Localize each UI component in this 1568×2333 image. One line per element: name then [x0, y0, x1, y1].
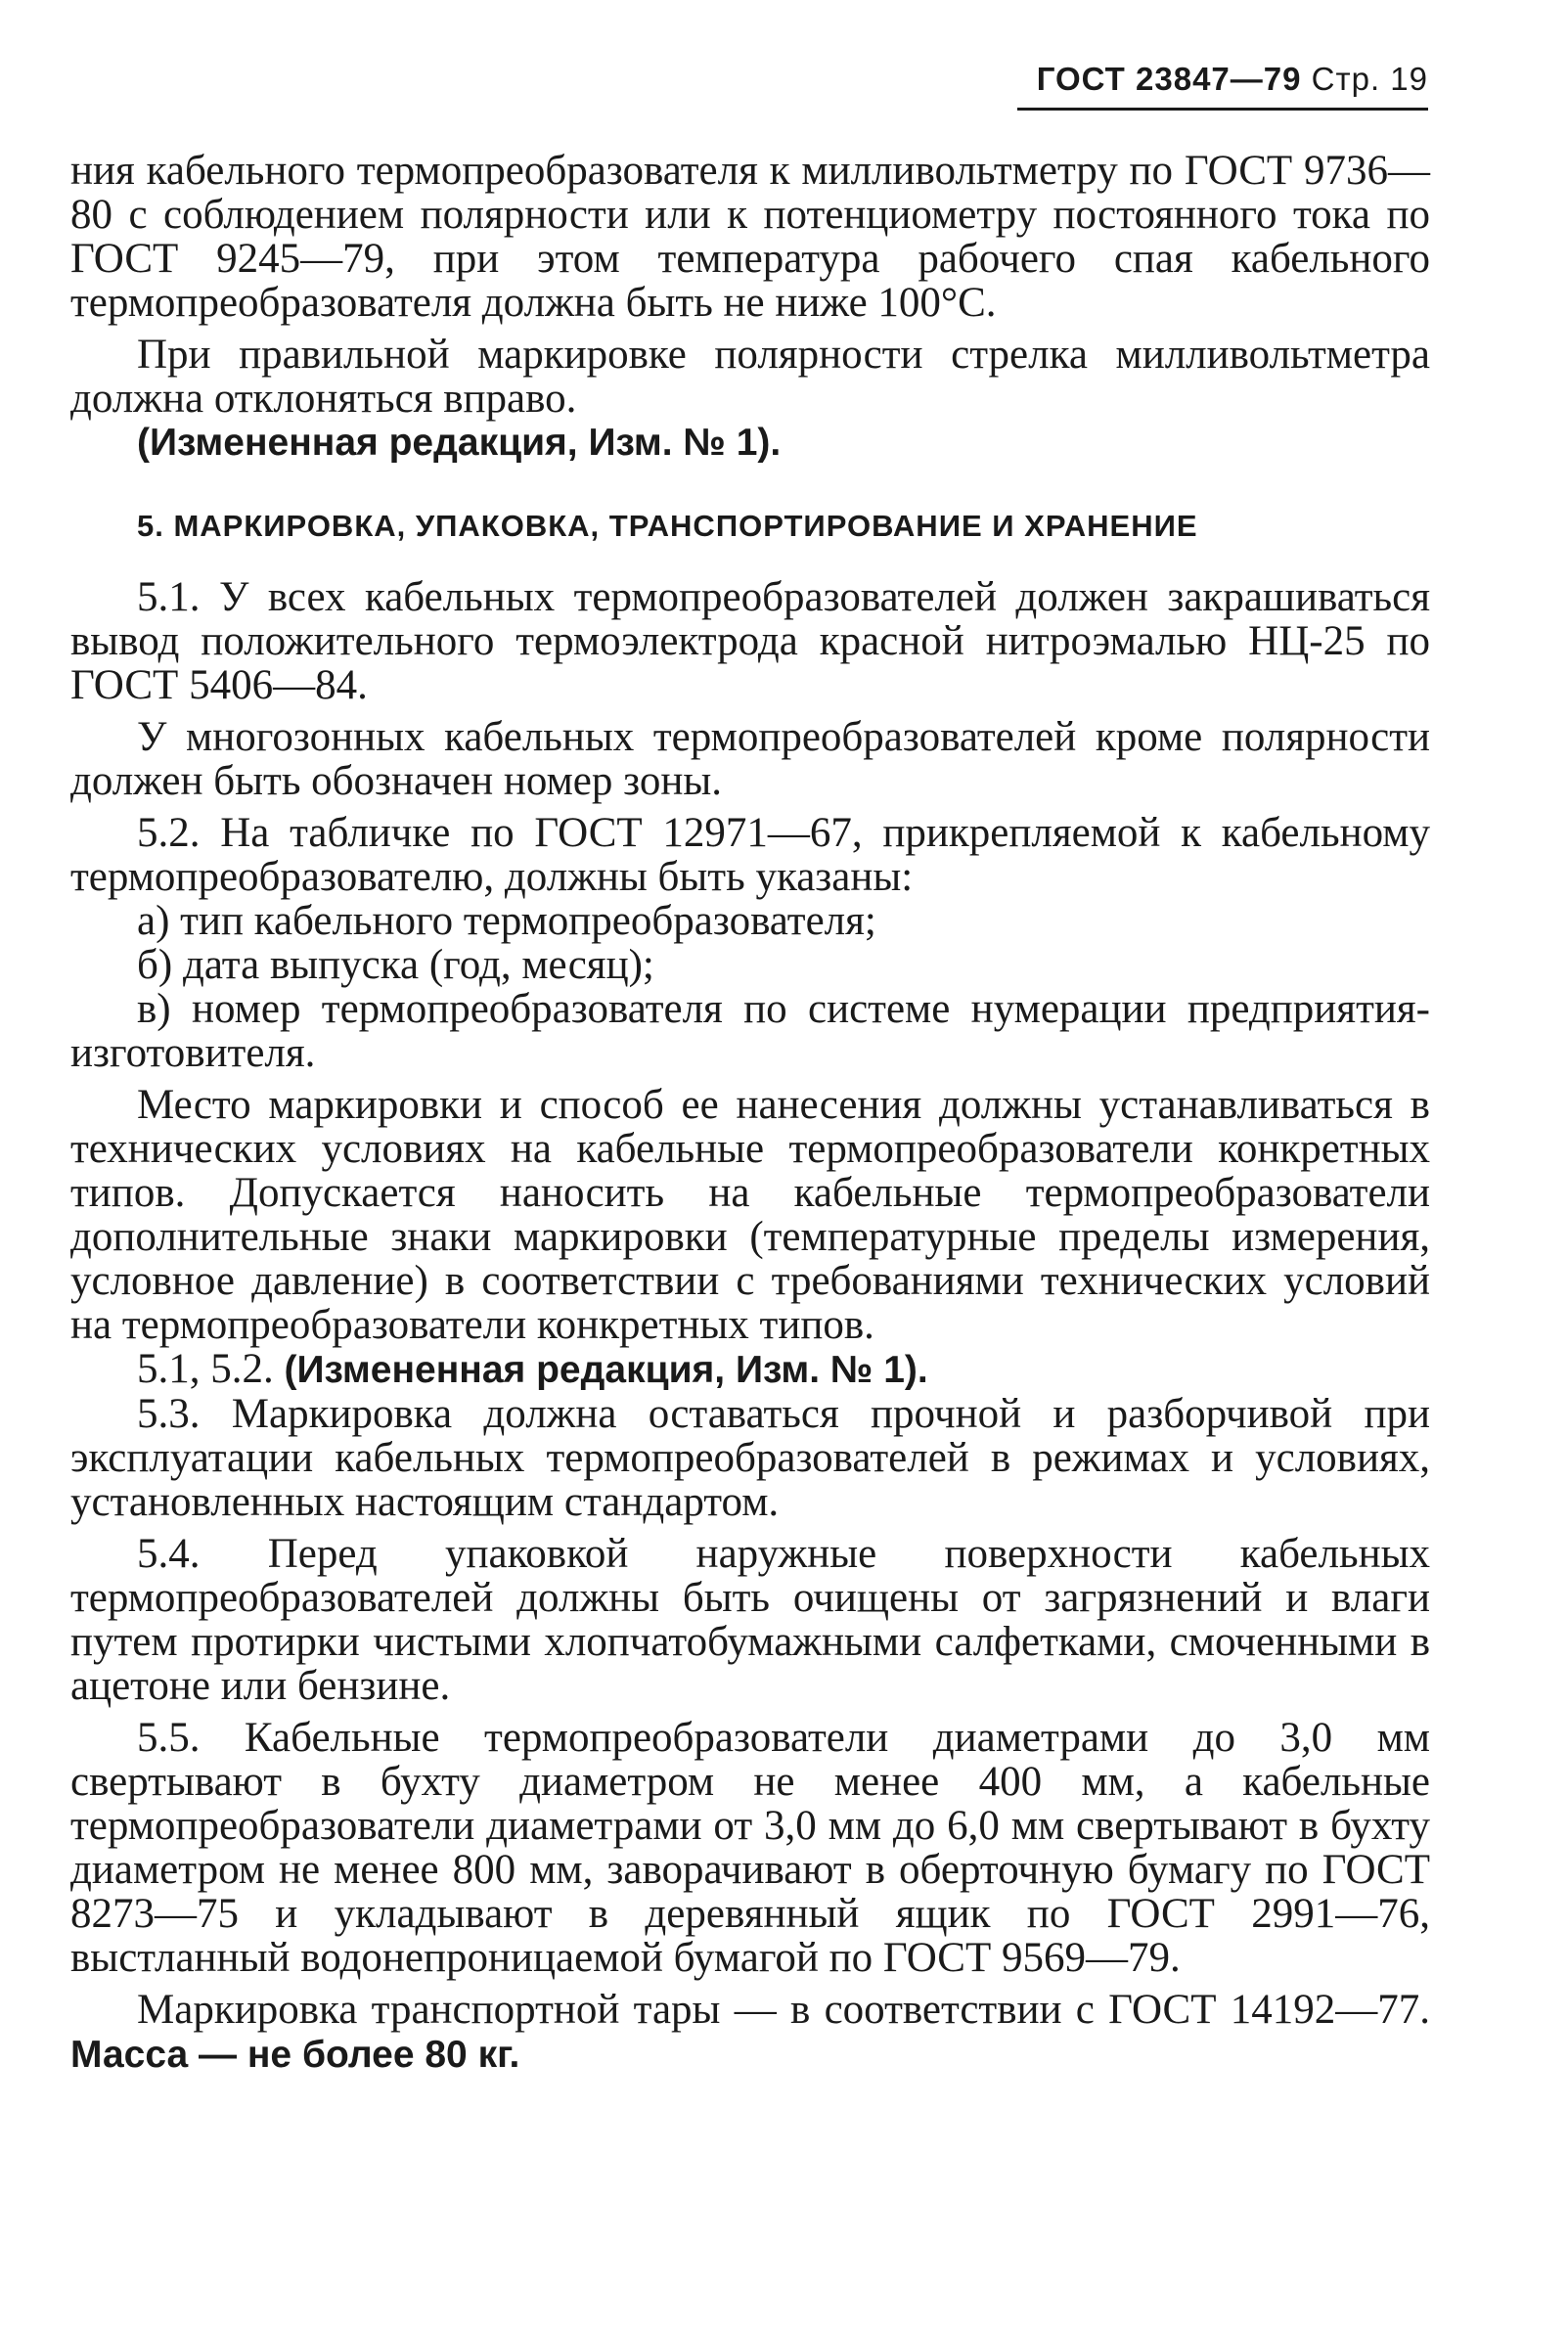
amendment-text: (Измененная редакция, Изм. № 1).: [284, 1349, 928, 1391]
clause-5-2: 5.2. На табличке по ГОСТ 12971—67, прикрепляемой к кабельному термопреобразователю, должны быть указаны:: [70, 810, 1430, 900]
clause-5-1: 5.1. У всех кабельных термопреобразователей должен закрашиваться вывод положительного термоэлектрода красной нитроэмалью НЦ-25 по ГОСТ 5406—84.: [70, 574, 1430, 708]
clause-5-5: 5.5. Кабельные термопреобразователи диаметрами до 3,0 мм свертывают в бухту диаметром не менее 400 мм, а кабельные термопреобразователи диаметрами от 3,0 мм до 6,0 мм свертывают в бухту диаметром не менее 800 мм, заворачивают в оберточную бумагу по ГОСТ 8273—75 и укладывают в деревянный ящик по ГОСТ 2991—76, выстланный водонепроницаемой бумагой по ГОСТ 9569—79.: [70, 1715, 1430, 1981]
section-title: 5. МАРКИРОВКА, УПАКОВКА, ТРАНСПОРТИРОВАНИЕ И ХРАНЕНИЕ: [137, 509, 1198, 543]
mass-limit-text: Масса — не более 80 кг.: [70, 2034, 520, 2076]
amendment-clauses: 5.1, 5.2.: [137, 1346, 274, 1392]
amendment-note: (Измененная редакция, Изм. № 1).: [137, 422, 782, 464]
header-standard: ГОСТ 23847—79: [1036, 61, 1302, 97]
document-body: [70, 149, 1430, 2077]
paragraph-transport-marking: [70, 1988, 1430, 2077]
clause-5-1-multizone: У многозонных кабельных термопреобразователей кроме полярности должен быть обозначен номер зоны.: [70, 714, 1430, 804]
list-item-a: а) тип кабельного термопреобразователя;: [137, 898, 876, 944]
list-item-c: в) номер термопреобразователя по системе нумерации предприятия-изготовителя.: [70, 986, 1430, 1076]
amendment-note-5-1-5-2: [70, 1347, 1430, 1392]
paragraph-continuation: ния кабельного термопреобразователя к милливольтметру по ГОСТ 9736—80 с соблюдением полярности или к потенциометру постоянного тока по ГОСТ 9245—79, при этом температура рабочего спая кабельного термопреобразователя должна быть не ниже 100°С.: [70, 148, 1430, 326]
paragraph-polarity: При правильной маркировке полярности стрелка милливольтметра должна отклоняться вправо.: [70, 332, 1430, 422]
list-item-b: б) дата выпуска (год, месяц);: [137, 942, 654, 988]
clause-5-4: 5.4. Перед упаковкой наружные поверхности кабельных термопреобразователей должны быть очищены от загрязнений и влаги путем протирки чистыми хлопчатобумажными салфетками, смоченными в ацетоне или бензине.: [70, 1531, 1430, 1709]
header-page-number: Стр. 19: [1311, 61, 1428, 97]
clause-5-3: 5.3. Маркировка должна оставаться прочной и разборчивой при эксплуатации кабельных термопреобразователей в режимах и условиях, установленных настоящим стандартом.: [70, 1391, 1430, 1525]
transport-marking-text: Маркировка транспортной тары — в соответствии с ГОСТ 14192—77.: [137, 1987, 1430, 2033]
page-header: [1017, 61, 1428, 111]
paragraph-marking-place: Место маркировки и способ ее нанесения должны устанавливаться в технических условиях на кабельные термопреобразователи конкретных типов. Допускается наносить на кабельные термопреобразователи дополнительные знаки маркировки (температурные пределы измерения, условное давление) в соответствии с требованиями технических условий на термопреобразователи конкретных типов.: [70, 1082, 1430, 1348]
